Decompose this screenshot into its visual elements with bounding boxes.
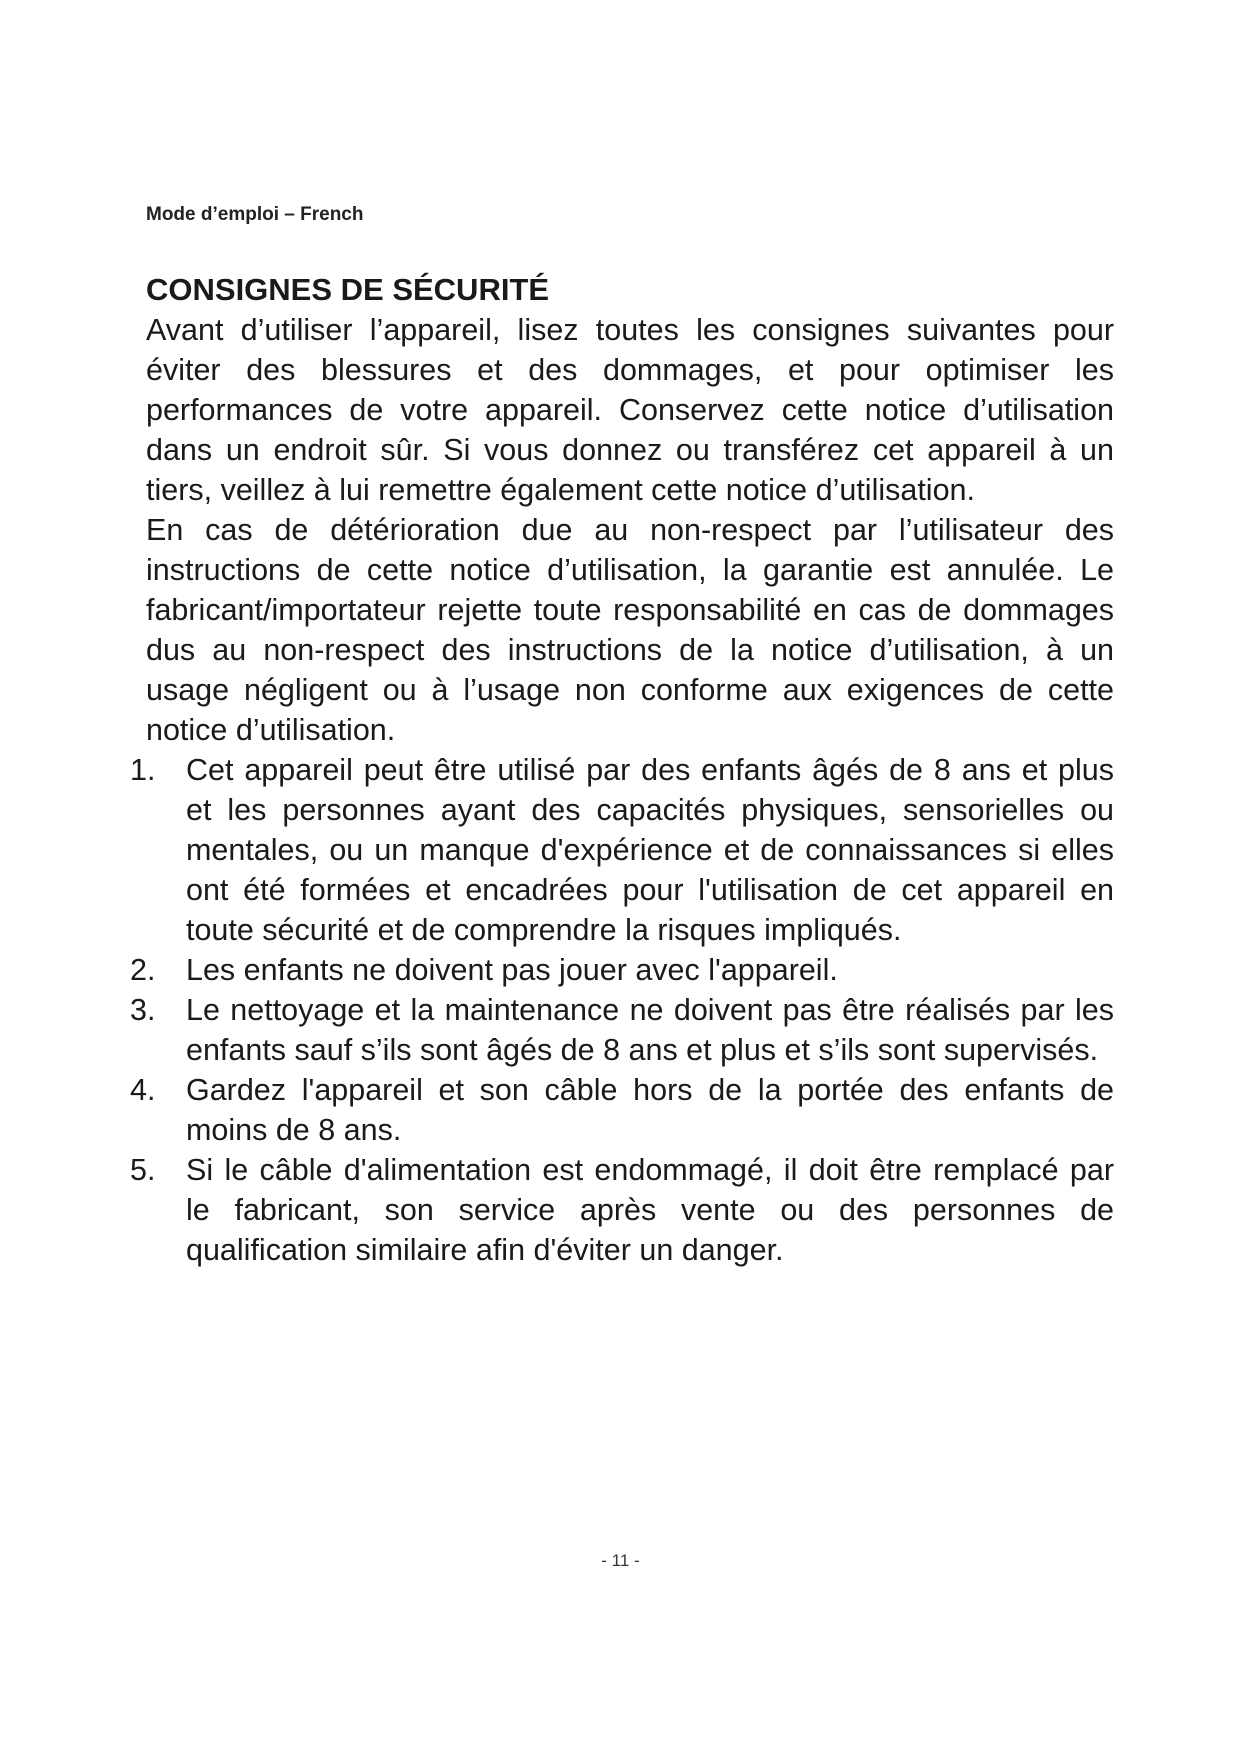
list-number: 2.: [130, 953, 156, 987]
list-number: 4.: [130, 1073, 156, 1107]
list-text: Les enfants ne doivent pas jouer avec l'appareil.: [186, 953, 838, 987]
list-item: [130, 750, 1114, 950]
list-number: 5.: [130, 1153, 156, 1187]
list-number: 3.: [130, 993, 156, 1027]
safety-section: [130, 270, 1114, 1270]
warranty-paragraph: En cas de détérioration due au non-respect par l’utilisateur des instructions de cette notice d’utilisation, la garantie est annulée. Le fabricant/importateur rejette toute responsabilité en cas de dommages dus au non-respect des instructions de la notice d’utilisation, à un usage négligent ou à l’usage non conforme aux exigences de cette notice d’utilisation.: [146, 513, 1114, 747]
list-text: Le nettoyage et la maintenance ne doivent pas être réalisés par les enfants sauf s’ils sont âgés de 8 ans et plus et s’ils sont supervisés.: [186, 993, 1114, 1067]
intro-paragraph: Avant d’utiliser l’appareil, lisez toutes les consignes suivantes pour éviter des blessures et des dommages, et pour optimiser les performances de votre appareil. Conservez cette notice d’utilisation dans un endroit sûr. Si vous donnez ou transférez cet appareil à un tiers, veillez à lui remettre également cette notice d’utilisation.: [146, 313, 1114, 507]
list-text: Si le câble d'alimentation est endommagé, il doit être remplacé par le fabricant, son service après vente ou des personnes de qualification similaire afin d'éviter un danger.: [186, 1153, 1114, 1267]
list-item: [130, 990, 1114, 1070]
page-number: - 11 -: [601, 1551, 640, 1570]
list-item: [130, 950, 1114, 990]
list-item: [130, 1150, 1114, 1270]
list-item: [130, 1070, 1114, 1150]
running-header: Mode d’emploi – French: [146, 204, 364, 225]
list-number: 1.: [130, 753, 156, 787]
safety-list: [130, 750, 1114, 1270]
list-text: Gardez l'appareil et son câble hors de la portée des enfants de moins de 8 ans.: [186, 1073, 1114, 1147]
list-text: Cet appareil peut être utilisé par des enfants âgés de 8 ans et plus et les personnes ayant des capacités physiques, sensorielles ou mentales, ou un manque d'expérience et de connaissances si elles ont été formées et encadrées pour l'utilisation de cet appareil en toute sécurité et de comprendre la risques impliqués.: [186, 753, 1114, 947]
section-title: CONSIGNES DE SÉCURITÉ: [146, 272, 550, 307]
